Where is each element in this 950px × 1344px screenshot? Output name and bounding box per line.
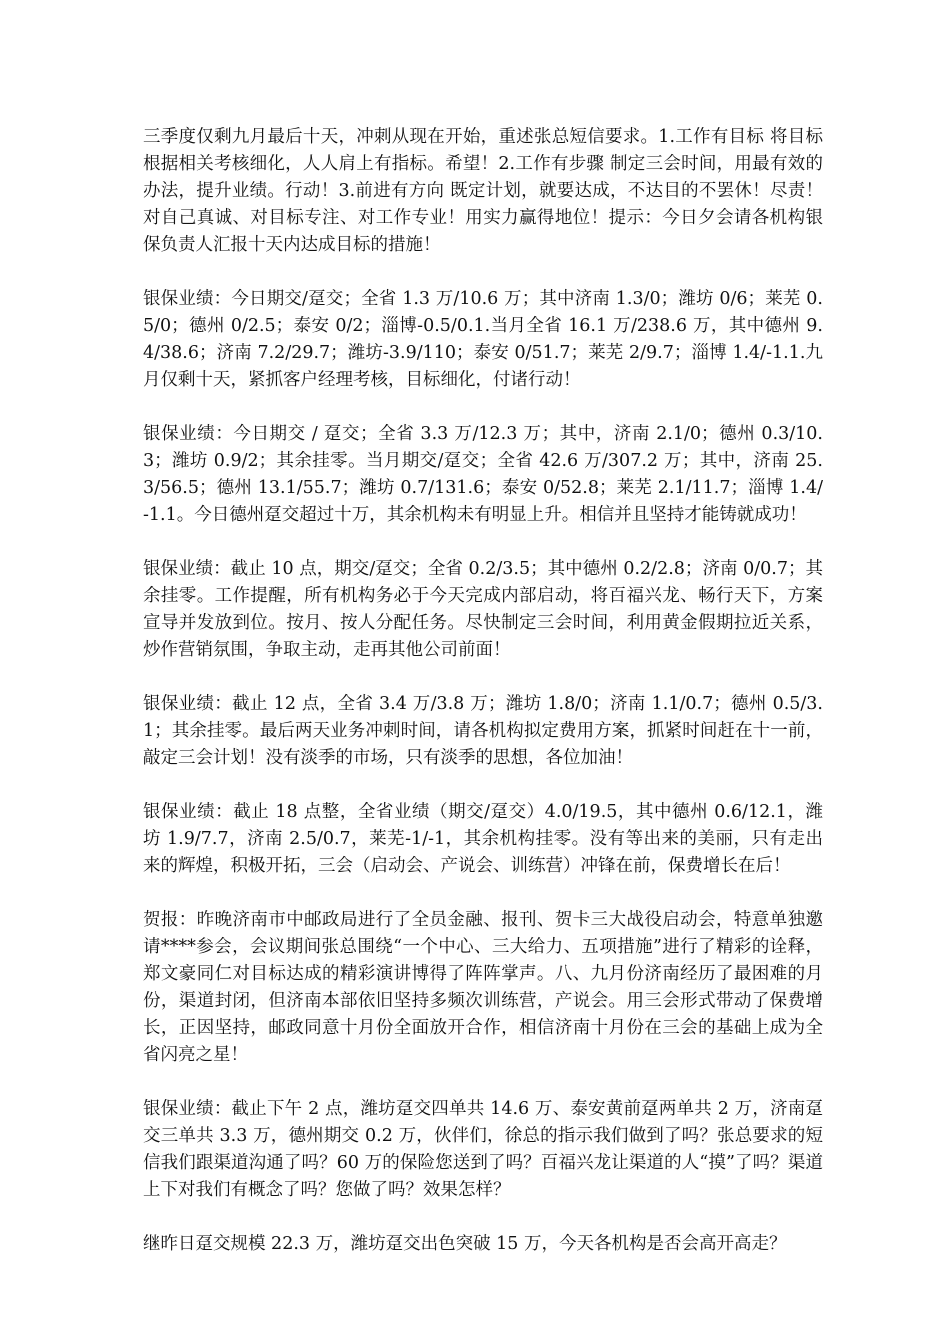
document-body bbox=[143, 124, 823, 1258]
paragraph-q3-sprint: 三季度仅剩九月最后十天，冲刺从现在开始，重述张总短信要求。1.工作有目标 将目标根据相关考核细化，人人肩上有指标。希望！2.工作有步骤 制定三会时间，用最有效的办法，提升业绩。行动！3.前进有方向 既定计划，就要达成，不达目的不罢休！尽责！对自己真诚、对目标专注、对工作专业！用实力赢得地位！提示：今日夕会请各机构银保负责人汇报十天内达成目标的措施！ bbox=[143, 127, 823, 255]
paragraph-bancassurance-report-2pm: 银保业绩：截止下午 2 点，潍坊趸交四单共 14.6 万、泰安黄前趸两单共 2 万，济南趸交三单共 3.3 万，德州期交 0.2 万，伙伴们，徐总的指示我们做到了吗？张总要求的短信我们跟渠道沟通了吗？60 万的保险您送到了吗？百福兴龙让渠道的人“摸”了吗？渠道上下对我们有概念了吗？您做了吗？效果怎样？ bbox=[143, 1099, 823, 1200]
paragraph-bancassurance-report-10am: 银保业绩：截止 10 点，期交/趸交；全省 0.2/3.5；其中德州 0.2/2.8；济南 0/0.7；其余挂零。工作提醒，所有机构务必于今天完成内部启动，将百福兴龙、畅行天下，方案宣导并发放到位。按月、按人分配任务。尽快制定三会时间，利用黄金假期拉近关系，炒作营销氛围，争取主动，走再其他公司前面！ bbox=[143, 559, 823, 660]
paragraph-bancassurance-report-12pm: 银保业绩：截止 12 点，全省 3.4 万/3.8 万；潍坊 1.8/0；济南 1.1/0.7；德州 0.5/3.1；其余挂零。最后两天业务冲刺时间，请各机构拟定费用方案，抓紧时间赶在十一前，敲定三会计划！没有淡季的市场，只有淡季的思想，各位加油！ bbox=[143, 694, 823, 768]
paragraph-bancassurance-report-1: 银保业绩：今日期交/趸交；全省 1.3 万/10.6 万；其中济南 1.3/0；潍坊 0/6；莱芜 0.5/0；德州 0/2.5；泰安 0/2；淄博-0.5/0.1.当月全省 16.1 万/238.6 万，其中德州 9.4/38.6；济南 7.2/29.7；潍坊-3.9/110；泰安 0/51.7；莱芜 2/9.7；淄博 1.4/-1.1.九月仅剩十天，紧抓客户经理考核，目标细化，付诸行动！ bbox=[143, 289, 823, 390]
paragraph-bancassurance-report-2: 银保业绩：今日期交 / 趸交；全省 3.3 万/12.3 万；其中，济南 2.1/0；德州 0.3/10.3；潍坊 0.9/2；其余挂零。当月期交/趸交；全省 42.6 万/307.2 万；其中，济南 25.3/56.5；德州 13.1/55.7；潍坊 0.7/131.6；泰安 0/52.8；莱芜 2.1/11.7；淄博 1.4/-1.1。今日德州趸交超过十万，其余机构未有明显上升。相信并且坚持才能铸就成功！ bbox=[143, 424, 823, 525]
paragraph-congratulation-report: 贺报：昨晚济南市中邮政局进行了全员金融、报刊、贺卡三大战役启动会，特意单独邀请****参会，会议期间张总围绕“一个中心、三大给力、五项措施”进行了精彩的诠释，郑文豪同仁对目标达成的精彩演讲博得了阵阵掌声。八、九月份济南经历了最困难的月份，渠道封闭，但济南本部依旧坚持多频次训练营，产说会。用三会形式带动了保费增长，正因坚持，邮政同意十月份全面放开合作，相信济南十月份在三会的基础上成为全省闪亮之星！ bbox=[143, 910, 823, 1065]
paragraph-closing-question: 继昨日趸交规模 22.3 万，潍坊趸交出色突破 15 万，今天各机构是否会高开高走？ bbox=[143, 1234, 787, 1254]
paragraph-bancassurance-report-6pm: 银保业绩：截止 18 点整，全省业绩（期交/趸交）4.0/19.5，其中德州 0.6/12.1，潍坊 1.9/7.7，济南 2.5/0.7，莱芜-1/-1，其余机构挂零。没有等出来的美丽，只有走出来的辉煌，积极开拓，三会（启动会、产说会、训练营）冲锋在前，保费增长在后！ bbox=[143, 802, 823, 876]
